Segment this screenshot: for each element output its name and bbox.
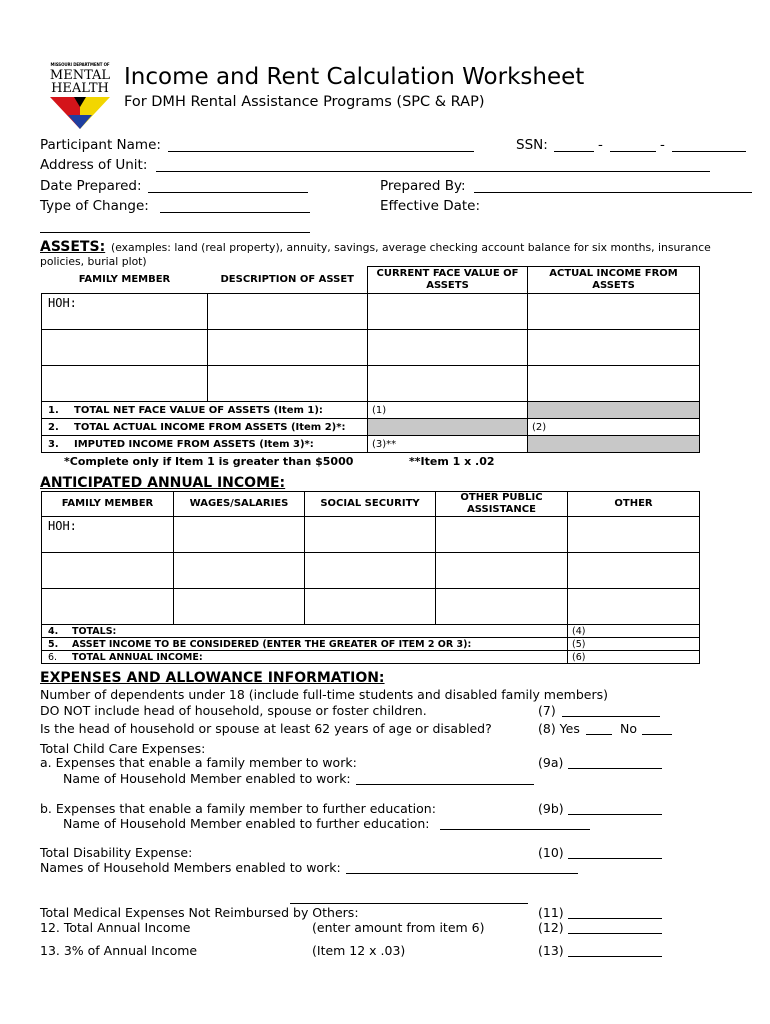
- item-6-marker: (6): [572, 651, 586, 663]
- row-num: 1.: [48, 404, 59, 416]
- assets-col-face-value: CURRENT FACE VALUE OF ASSETS: [368, 267, 528, 294]
- row-num: 2.: [48, 421, 59, 433]
- item-1-marker: (1): [372, 404, 387, 416]
- income-total-row-4: [42, 625, 568, 638]
- item-3-cell[interactable]: [368, 436, 528, 453]
- childcare-a-name-field[interactable]: [356, 784, 534, 785]
- item-7-label: (7): [538, 703, 556, 718]
- income-cell[interactable]: [436, 517, 568, 553]
- income-total-row-6: [42, 651, 568, 664]
- asset-total-row-2: [42, 419, 368, 436]
- row-num: 6.: [48, 651, 58, 663]
- item-1-cell[interactable]: [368, 402, 528, 419]
- disability-names-label: Names of Household Members enabled to work:: [40, 860, 341, 875]
- income-cell[interactable]: [568, 589, 700, 625]
- assets-col-actual-income: ACTUAL INCOME FROM ASSETS: [528, 267, 700, 294]
- page-title: Income and Rent Calculation Worksheet: [124, 64, 585, 90]
- type-change-field[interactable]: [160, 212, 310, 213]
- dependents-line-1: Number of dependents under 18 (include full-time students and disabled family members): [40, 687, 609, 702]
- income-cell[interactable]: [174, 517, 305, 553]
- ssn-field-part1[interactable]: [554, 151, 594, 152]
- assets-cell[interactable]: [528, 330, 700, 366]
- row-label: ASSET INCOME TO BE CONSIDERED (ENTER THE GREATER OF ITEM 2 OR 3):: [72, 638, 472, 650]
- medical-label: Total Medical Expenses Not Reimbursed by Others:: [40, 905, 359, 920]
- address-label: Address of Unit:: [40, 157, 148, 173]
- extra-blank-line[interactable]: [40, 232, 310, 233]
- assets-cell[interactable]: [368, 366, 528, 402]
- assets-note-line2: policies, burial plot): [40, 255, 147, 268]
- line-12-label: 12. Total Annual Income: [40, 920, 191, 935]
- logo-triangle-icon: [48, 95, 112, 131]
- item-11-field[interactable]: [568, 918, 662, 919]
- asset-total-row-3: [42, 436, 368, 453]
- disability-names-extra-field[interactable]: [290, 903, 528, 904]
- item-8-yes-field[interactable]: [586, 734, 612, 735]
- item-7-field[interactable]: [562, 716, 660, 717]
- income-cell[interactable]: [42, 589, 174, 625]
- assets-cell[interactable]: [42, 366, 208, 402]
- income-cell[interactable]: [568, 553, 700, 589]
- participant-name-field[interactable]: [168, 151, 474, 152]
- asset-total-row-1: [42, 402, 368, 419]
- gray-cell: [528, 402, 700, 419]
- income-cell[interactable]: [568, 517, 700, 553]
- prepared-by-field[interactable]: [474, 192, 752, 193]
- income-cell[interactable]: [174, 553, 305, 589]
- item-10-field[interactable]: [568, 858, 662, 859]
- item-12-label: (12): [538, 920, 564, 935]
- date-prepared-label: Date Prepared:: [40, 178, 142, 194]
- row-label: TOTAL NET FACE VALUE OF ASSETS (Item 1):: [74, 404, 323, 416]
- assets-footnote-2: **Item 1 x .02: [409, 455, 495, 468]
- income-table: [41, 491, 700, 664]
- assets-footnote-1: *Complete only if Item 1 is greater than $5000: [64, 455, 354, 468]
- row-num: 4.: [48, 625, 59, 637]
- item-8-no-label: No: [620, 721, 637, 736]
- row-num: 5.: [48, 638, 59, 650]
- dmh-logo: [48, 62, 112, 132]
- page-subtitle: For DMH Rental Assistance Programs (SPC & RAP): [124, 94, 485, 110]
- effective-date-label: Effective Date:: [380, 198, 481, 214]
- item-8-yes-label: (8) Yes: [538, 721, 580, 736]
- line-13-note: (Item 12 x .03): [312, 943, 406, 958]
- income-cell[interactable]: [436, 553, 568, 589]
- row-num: 3.: [48, 438, 59, 450]
- income-total-row-5: [42, 638, 568, 651]
- gray-cell: [528, 436, 700, 453]
- item-2-cell[interactable]: [528, 419, 700, 436]
- item-4-marker: (4): [572, 625, 586, 637]
- row-label: TOTAL ACTUAL INCOME FROM ASSETS (Item 2)*:: [74, 421, 346, 433]
- income-cell[interactable]: [305, 589, 436, 625]
- assets-note-line1: (examples: land (real property), annuity, savings, average checking account balance for six months, insurance: [111, 241, 711, 254]
- assets-cell[interactable]: [208, 294, 368, 330]
- item-3-marker: (3)**: [372, 438, 397, 450]
- item-8-no-field[interactable]: [642, 734, 672, 735]
- item-4-cell[interactable]: [568, 625, 700, 638]
- assets-col-description: DESCRIPTION OF ASSET: [208, 267, 368, 294]
- item-11-label: (11): [538, 905, 564, 920]
- date-prepared-field[interactable]: [148, 192, 308, 193]
- income-col-wages: WAGES/SALARIES: [174, 492, 305, 517]
- ssn-field-part2[interactable]: [610, 151, 656, 152]
- income-cell[interactable]: [42, 517, 174, 553]
- assets-cell[interactable]: [368, 330, 528, 366]
- row-label: IMPUTED INCOME FROM ASSETS (Item 3)*:: [74, 438, 314, 450]
- expenses-heading: EXPENSES AND ALLOWANCE INFORMATION:: [40, 670, 385, 686]
- item-5-cell[interactable]: [568, 638, 700, 651]
- income-cell[interactable]: [174, 589, 305, 625]
- item-13-field[interactable]: [568, 956, 662, 957]
- assets-cell[interactable]: [208, 330, 368, 366]
- childcare-b-line: b. Expenses that enable a family member to further education:: [40, 801, 436, 816]
- ssn-sep-2: -: [660, 137, 665, 153]
- childcare-a-name-label: Name of Household Member enabled to work:: [63, 771, 351, 786]
- assets-col-family: FAMILY MEMBER: [42, 267, 208, 294]
- assets-cell[interactable]: [42, 330, 208, 366]
- item-13-label: (13): [538, 943, 564, 958]
- assets-cell[interactable]: [368, 294, 528, 330]
- type-change-label: Type of Change:: [40, 198, 149, 214]
- income-col-other: OTHER: [568, 492, 700, 517]
- gray-cell: [368, 419, 528, 436]
- income-cell[interactable]: [436, 589, 568, 625]
- dependents-line-2: DO NOT include head of household, spouse or foster children.: [40, 703, 427, 718]
- item-9a-label: (9a): [538, 755, 564, 770]
- disability-names-field[interactable]: [346, 873, 578, 874]
- assets-hoh-label: HOH:: [48, 296, 77, 310]
- logo-top-text: MISSOURI DEPARTMENT OF: [50, 62, 110, 67]
- item-5-marker: (5): [572, 638, 586, 650]
- income-col-social-security: SOCIAL SECURITY: [305, 492, 436, 517]
- ssn-label: SSN:: [516, 137, 548, 153]
- head-62-question: Is the head of household or spouse at least 62 years of age or disabled?: [40, 721, 492, 736]
- item-6-cell[interactable]: [568, 651, 700, 664]
- disability-label: Total Disability Expense:: [40, 845, 193, 860]
- logo-word-health: HEALTH: [51, 81, 109, 96]
- line-13-label: 13. 3% of Annual Income: [40, 943, 198, 958]
- item-9a-field[interactable]: [568, 768, 662, 769]
- row-label: TOTAL ANNUAL INCOME:: [72, 651, 203, 663]
- item-12-field[interactable]: [568, 933, 662, 934]
- assets-cell[interactable]: [208, 366, 368, 402]
- line-12-note: (enter amount from item 6): [312, 920, 485, 935]
- assets-table: [41, 266, 700, 453]
- ssn-sep-1: -: [598, 137, 603, 153]
- income-col-public-assistance: OTHER PUBLIC ASSISTANCE: [436, 492, 568, 517]
- income-cell[interactable]: [42, 553, 174, 589]
- income-cell[interactable]: [305, 553, 436, 589]
- item-2-marker: (2): [532, 421, 547, 433]
- assets-cell[interactable]: [528, 366, 700, 402]
- childcare-a-line: a. Expenses that enable a family member to work:: [40, 755, 357, 770]
- childcare-b-name-label: Name of Household Member enabled to further education:: [63, 816, 430, 831]
- item-9b-field[interactable]: [568, 814, 662, 815]
- address-field[interactable]: [156, 171, 710, 172]
- childcare-label: Total Child Care Expenses:: [40, 741, 206, 756]
- ssn-field-part3[interactable]: [672, 151, 746, 152]
- assets-cell[interactable]: [42, 294, 208, 330]
- assets-heading: ASSETS:: [40, 239, 106, 255]
- row-label: TOTALS:: [72, 625, 117, 637]
- income-cell[interactable]: [305, 517, 436, 553]
- assets-cell[interactable]: [528, 294, 700, 330]
- logo-word-mental: MENTAL: [49, 68, 111, 83]
- participant-name-label: Participant Name:: [40, 137, 161, 153]
- prepared-by-label: Prepared By:: [380, 178, 466, 194]
- income-col-family: FAMILY MEMBER: [42, 492, 174, 517]
- childcare-b-name-field[interactable]: [440, 829, 590, 830]
- item-10-label: (10): [538, 845, 564, 860]
- income-hoh-label: HOH:: [48, 519, 77, 533]
- income-heading: ANTICIPATED ANNUAL INCOME:: [40, 475, 286, 491]
- item-9b-label: (9b): [538, 801, 564, 816]
